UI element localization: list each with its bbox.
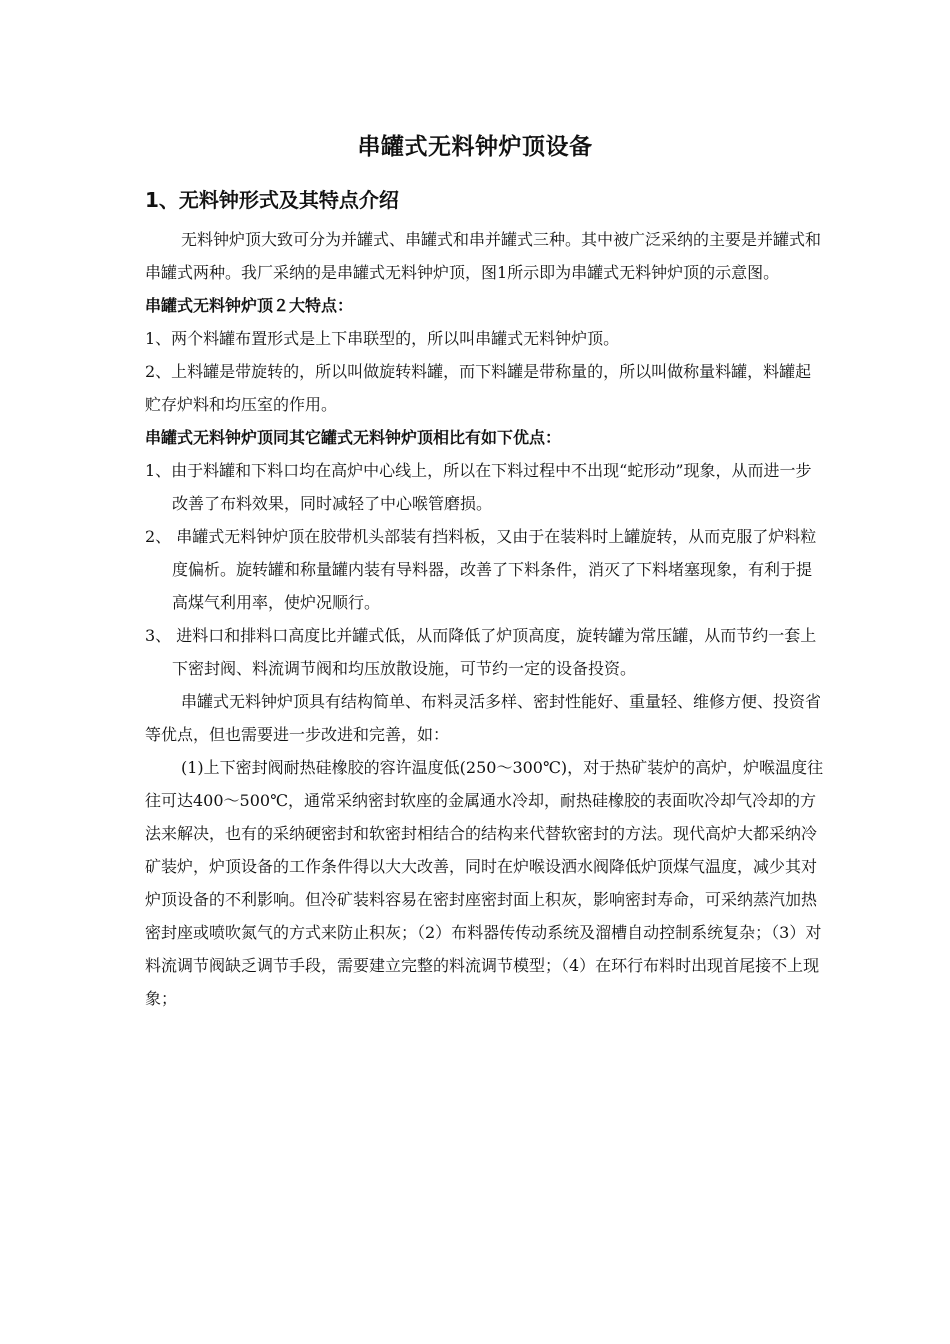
summary-paragraph: 串罐式无料钟炉顶具有结构简单、布料灵活多样、密封性能好、重量轻、维修方便、投资省等优点，但也需要进一步改进和完善，如： <box>145 692 822 744</box>
advantages-heading: 串罐式无料钟炉顶同其它罐式无料钟炉顶相比有如下优点： <box>145 428 562 447</box>
document-title: 串罐式无料钟炉顶设备 <box>357 134 593 160</box>
issues-paragraph: (1)上下密封阀耐热硅橡胶的容许温度低(250～300℃)，对于热矿装炉的高炉，炉喉温度往往可达400～500℃，通常采纳密封软座的金属通水冷却，耐热硅橡胶的表面吹冷却气冷却的方法来解决，也有的采纳硬密封和软密封相结合的结构来代替软密封的方法。现代高炉大都采纳冷矿装炉，炉顶设备的工作条件得以大大改善，同时在炉喉设洒水阀降低炉顶煤气温度，减少其对炉顶设备的不利影响。但冷矿装料容易在密封座密封面上积灰，影响密封寿命，可采纳蒸汽加热密封座或喷吹氮气的方式来防止积灰；（2）布料器传传动系统及溜槽自动控制系统复杂；（3）对料流调节阀缺乏调节手段，需要建立完整的料流调节模型；（4）在环行布料时出现首尾接不上现象； <box>145 758 824 1008</box>
advantage-item: 1、由于料罐和下料口均在高炉中心线上，所以在下料过程中不出现“蛇形动”现象，从而进一步改善了布料效果，同时减轻了中心喉管磨损。 <box>145 461 812 513</box>
section-heading: 1、无料钟形式及其特点介绍 <box>145 188 399 212</box>
advantage-item: 3、 进料口和排料口高度比并罐式低，从而降低了炉顶高度，旋转罐为常压罐，从而节约一套上下密封阀、料流调节阀和均压放散设施，可节约一定的设备投资。 <box>145 626 817 678</box>
advantage-item: 2、 串罐式无料钟炉顶在胶带机头部装有挡料板，又由于在装料时上罐旋转，从而克服了炉料粒度偏析。旋转罐和称量罐内装有导料器，改善了下料条件，消灭了下料堵塞现象，有利于提高煤气利用率，使炉况顺行。 <box>145 527 817 612</box>
feature-item: 1、两个料罐布置形式是上下串联型的，所以叫串罐式无料钟炉顶。 <box>145 329 620 348</box>
features-heading: 串罐式无料钟炉顶２大特点： <box>145 296 354 315</box>
section-body <box>145 223 825 1015</box>
intro-paragraph: 无料钟炉顶大致可分为并罐式、串罐式和串并罐式三种。其中被广泛采纳的主要是并罐式和串罐式两种。我厂采纳的是串罐式无料钟炉顶，图1所示即为串罐式无料钟炉顶的示意图。 <box>145 230 822 282</box>
feature-item: 2、上料罐是带旋转的，所以叫做旋转料罐，而下料罐是带称量的，所以叫做称量料罐，料罐起贮存炉料和均压室的作用。 <box>145 362 812 414</box>
